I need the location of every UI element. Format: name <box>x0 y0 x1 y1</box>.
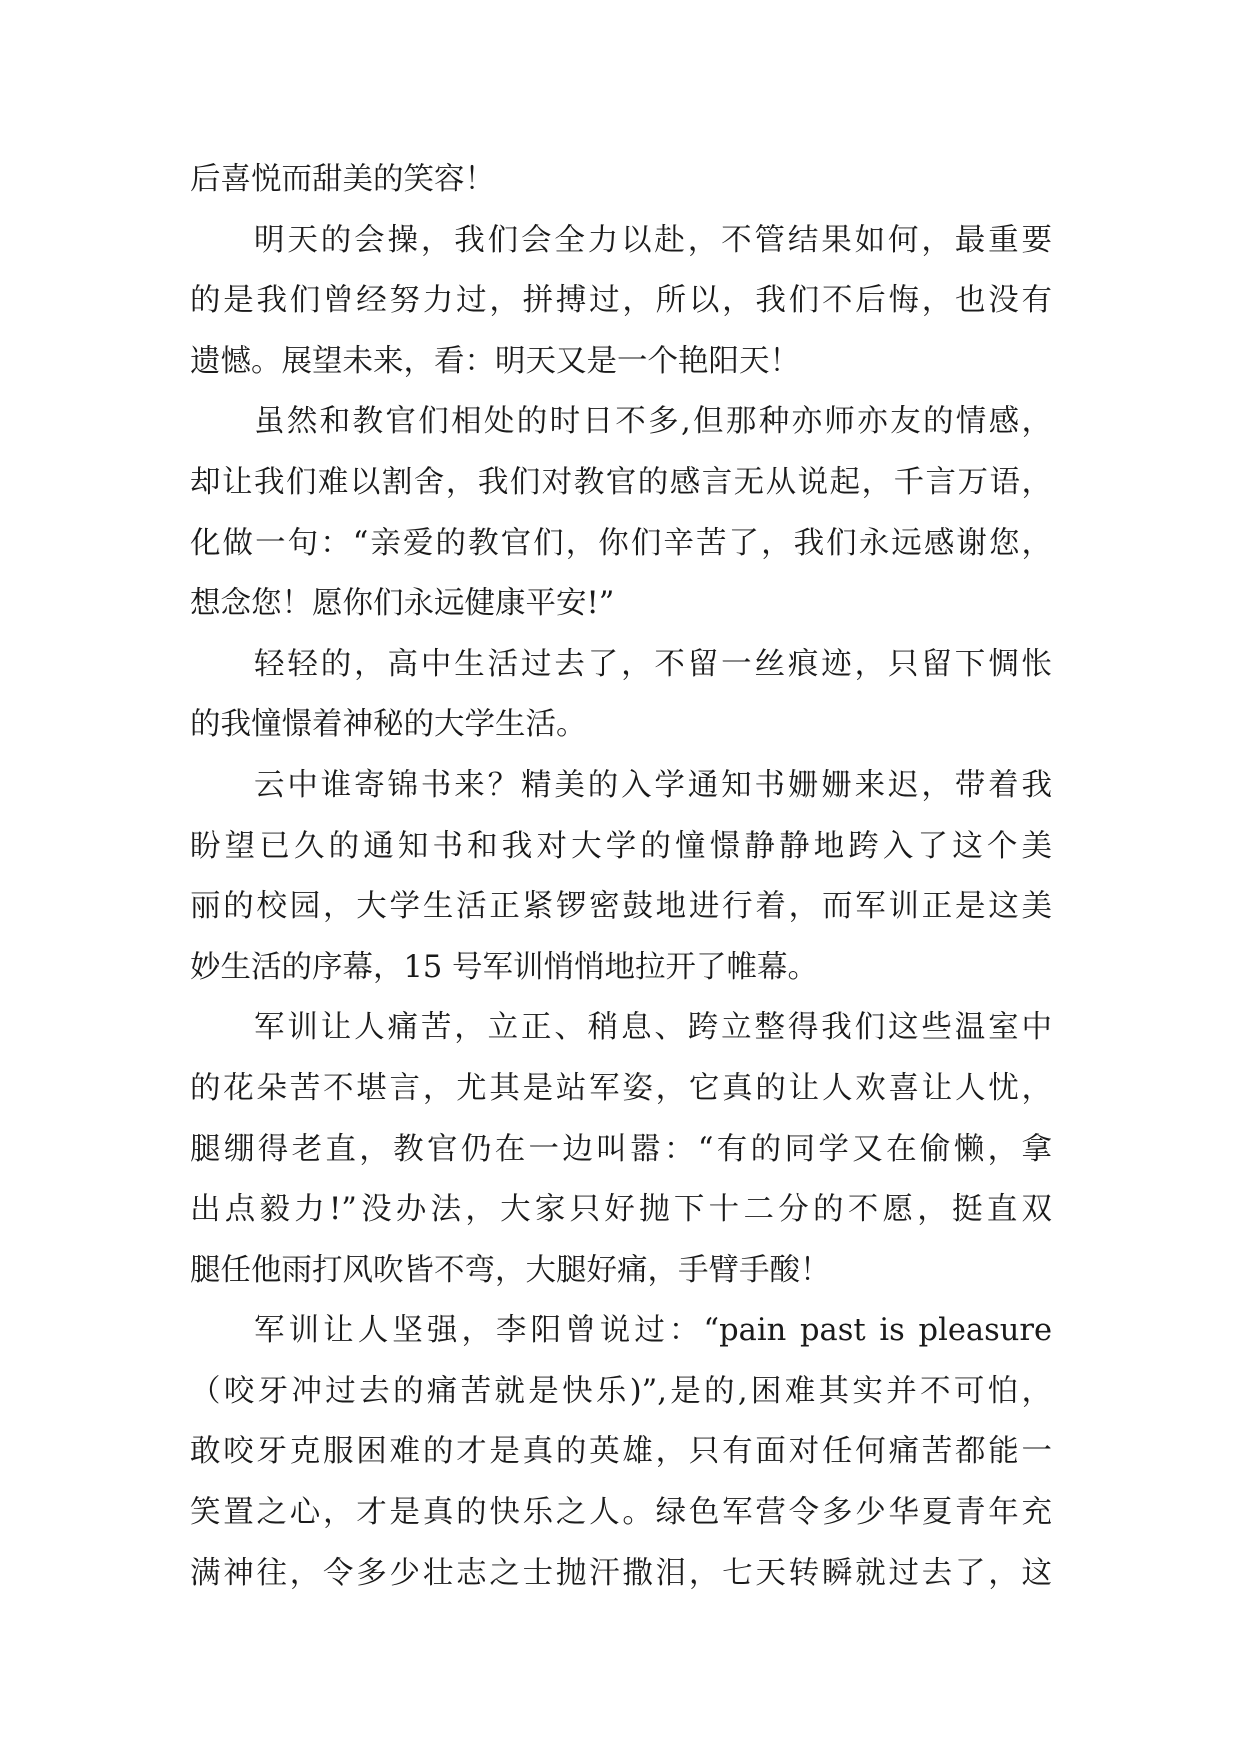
text-line: 的花朵苦不堪言，尤其是站军姿，它真的让人欢喜让人忧， <box>190 1070 1052 1106</box>
text-line: 盼望已久的通知书和我对大学的憧憬静静地跨入了这个美 <box>190 828 1052 864</box>
text-line: 腿任他雨打风吹皆不弯，大腿好痛，手臂手酸！ <box>190 1252 831 1288</box>
text-line: 的是我们曾经努力过，拼搏过，所以，我们不后悔，也没有 <box>190 283 1052 319</box>
document-body <box>190 150 1052 1604</box>
text-line: 的我憧憬着神秘的大学生活。 <box>190 707 587 743</box>
text-line: 想念您！愿你们永远健康平安!” <box>190 586 615 622</box>
text-line: 笑置之心，才是真的快乐之人。绿色军营令多少华夏青年充 <box>190 1495 1052 1531</box>
text-line: 遗憾。展望未来，看：明天又是一个艳阳天！ <box>190 343 800 379</box>
text-line: 后喜悦而甜美的笑容！ <box>190 162 495 197</box>
text-line: 却让我们难以割舍，我们对教官的感言无从说起，千言万语， <box>190 464 1052 500</box>
text-line: 敢咬牙克服困难的才是真的英雄，只有面对任何痛苦都能一 <box>190 1434 1052 1470</box>
text-line: 满神往，令多少壮志之士抛汗撒泪，七天转瞬就过去了，这 <box>190 1555 1052 1591</box>
text-line: 化做一句：“亲爱的教官们，你们辛苦了，我们永远感谢您， <box>190 525 1052 561</box>
text-line: 云中谁寄锦书来？精美的入学通知书姗姗来迟，带着我 <box>254 767 1052 803</box>
text-line: 出点毅力!”没办法，大家只好抛下十二分的不愿，挺直双 <box>190 1192 1052 1228</box>
text-line: 丽的校园，大学生活正紧锣密鼓地进行着，而军训正是这美 <box>190 889 1052 925</box>
text-line: 腿绷得老直，教官仍在一边叫嚣：“有的同学又在偷懒，拿 <box>190 1131 1052 1167</box>
text-line: 军训让人坚强，李阳曾说过：“pain past is pleasure <box>254 1313 1052 1349</box>
text-line: 轻轻的，高中生活过去了，不留一丝痕迹，只留下惆怅 <box>254 646 1052 682</box>
text-line: 妙生活的序幕，15 号军训悄悄地拉开了帷幕。 <box>190 949 819 985</box>
text-line: （咬牙冲过去的痛苦就是快乐)”,是的,困难其实并不可怕， <box>190 1373 1052 1409</box>
text-line: 明天的会操，我们会全力以赴，不管结果如何，最重要 <box>254 222 1052 258</box>
text-line: 虽然和教官们相处的时日不多,但那种亦师亦友的情感， <box>254 404 1052 440</box>
text-line: 军训让人痛苦，立正、稍息、跨立整得我们这些温室中 <box>254 1010 1052 1046</box>
